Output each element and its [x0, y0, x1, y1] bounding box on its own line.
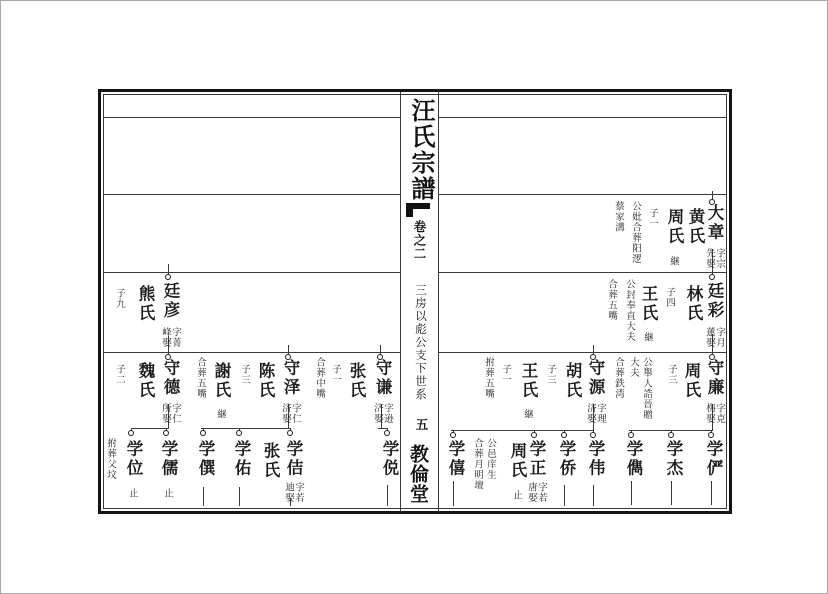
connector-line	[453, 481, 454, 506]
person-name: 学伟	[586, 440, 605, 478]
connector-line	[387, 485, 388, 506]
person-name: 学位	[124, 440, 143, 478]
node-circle	[128, 430, 134, 436]
person-name: 黄氏	[686, 208, 705, 246]
person-name: 魏氏	[136, 362, 155, 400]
connector-line	[131, 428, 169, 429]
person-name: 学侻	[380, 440, 399, 478]
node-circle	[163, 430, 169, 436]
annotation-text: 継	[642, 332, 652, 343]
node-circle	[165, 274, 171, 280]
annotation-text: 拊葬父坟	[105, 438, 115, 480]
annotation-text: 蔡家溝	[613, 201, 623, 233]
connector-line	[438, 117, 727, 118]
annotation-text: 子一	[330, 364, 340, 385]
person-name: 学侨	[557, 440, 576, 478]
person-name: 学僖	[446, 440, 465, 478]
annotation-text: 济娶	[280, 403, 290, 424]
annotation-text: 蓮娶	[704, 327, 714, 348]
person-name: 守德	[161, 359, 180, 397]
section-title: 三房以彪公支下世系	[414, 284, 426, 401]
annotation-text: 継	[522, 409, 532, 420]
person-name: 林氏	[684, 285, 703, 323]
connector-line	[671, 481, 672, 505]
person-name: 王氏	[639, 285, 658, 323]
node-circle	[709, 274, 715, 280]
annotation-text: 字理	[595, 403, 605, 424]
node-circle	[628, 432, 634, 438]
annotation-text: 子四	[664, 287, 674, 308]
annotation-text: 字菁	[170, 327, 180, 348]
connector-line	[203, 487, 204, 506]
person-name: 学佑	[232, 440, 251, 478]
annotation-text: 止	[127, 488, 137, 499]
annotation-text: 字仁	[290, 403, 300, 424]
person-name: 廷彩	[705, 282, 724, 320]
annotation-text: 栴娶	[704, 403, 714, 424]
annotation-text: 合葬月明壇	[472, 438, 482, 491]
person-name: 守谦	[373, 359, 392, 397]
person-name: 陈氏	[256, 362, 275, 400]
annotation-text: 合葬鉄湾	[613, 357, 623, 399]
annotation-text: 字宗	[714, 248, 724, 269]
person-name: 学正	[527, 440, 546, 478]
node-circle	[200, 430, 206, 436]
connector-line	[631, 481, 632, 505]
person-name: 学佶	[284, 440, 303, 478]
person-name: 学儁	[624, 440, 643, 478]
annotation-text: 継	[668, 256, 678, 267]
annotation-text: 止	[162, 488, 172, 499]
connector-line	[438, 194, 727, 195]
person-name: 学僎	[196, 440, 215, 478]
person-name: 熊氏	[136, 285, 155, 323]
annotation-text: 大夫	[628, 357, 638, 378]
connector-line	[711, 481, 712, 505]
connector-line	[593, 485, 594, 506]
connector-line	[239, 487, 240, 506]
connector-line	[564, 485, 565, 506]
person-name: 学儒	[159, 440, 178, 478]
connector-line	[201, 428, 291, 429]
annotation-text: 公舉人誥晉贈	[641, 357, 651, 420]
annotation-text: 济娶	[372, 403, 382, 424]
annotation-text: 子三	[239, 364, 249, 385]
annotation-text: 子九	[114, 288, 124, 309]
annotation-text: 峰娶	[160, 327, 170, 348]
node-circle	[708, 432, 714, 438]
person-name: 大章	[705, 204, 724, 242]
annotation-text: 字克	[714, 403, 724, 424]
annotation-text: 字逊	[382, 403, 392, 424]
person-name: 周氏	[665, 208, 684, 246]
annotation-text: 拊葬五嘴	[483, 357, 493, 399]
annotation-text: 字若	[293, 482, 303, 503]
person-name: 謝氏	[212, 362, 231, 400]
annotation-text: 子二	[114, 364, 124, 385]
connector-line	[103, 117, 400, 118]
annotation-text: 合葬五嘴	[195, 357, 205, 399]
annotation-text: 公妣合葬阳逻	[630, 201, 640, 264]
node-circle	[450, 432, 456, 438]
annotation-text: 子一	[647, 208, 657, 229]
page-number: 五	[414, 418, 428, 431]
node-circle	[287, 430, 293, 436]
annotation-text: 子三	[666, 364, 676, 385]
person-name: 周氏	[508, 442, 527, 480]
person-name: 守泽	[281, 359, 300, 397]
person-name: 廷彦	[161, 282, 180, 320]
annotation-text: 所娶	[160, 403, 170, 424]
book-title: 汪氏宗譜	[407, 98, 436, 202]
hall-name: 教倫堂	[407, 444, 428, 504]
person-name: 周氏	[682, 362, 701, 400]
node-circle	[236, 430, 242, 436]
volume-corner-mark-icon	[406, 203, 430, 217]
annotation-text: 唐娶	[526, 482, 536, 503]
connector-line	[103, 194, 400, 195]
person-name: 学俨	[704, 440, 723, 478]
annotation-text: 子一	[500, 364, 510, 385]
annotation-text: 字月	[714, 327, 724, 348]
person-name: 学杰	[664, 440, 683, 478]
person-name: 王氏	[519, 362, 538, 400]
volume-label: 卷之二	[412, 220, 426, 261]
connector-line	[451, 430, 594, 431]
annotation-text: 合葬中嘴	[314, 357, 324, 399]
annotation-text: 合葬五嘴	[606, 279, 616, 321]
annotation-text: 字若	[536, 482, 546, 503]
connector-line	[438, 352, 727, 353]
node-circle	[590, 432, 596, 438]
person-name: 张氏	[347, 362, 366, 400]
person-name: 胡氏	[563, 362, 582, 400]
annotation-text: 継	[215, 409, 225, 420]
connector-line	[103, 272, 400, 273]
annotation-text: 先娶	[704, 248, 714, 269]
node-circle	[561, 432, 567, 438]
person-name: 张氏	[261, 442, 280, 480]
annotation-text: 子三	[545, 364, 555, 385]
annotation-text: 字仁	[170, 403, 180, 424]
connector-line	[103, 352, 400, 353]
annotation-text: 迪娶	[283, 482, 293, 503]
annotation-text: 止	[511, 490, 521, 501]
person-name: 守源	[586, 359, 605, 397]
node-circle	[531, 432, 537, 438]
annotation-text: 济娶	[585, 403, 595, 424]
node-circle	[668, 432, 674, 438]
node-circle	[384, 430, 390, 436]
person-name: 守廉	[705, 359, 724, 397]
annotation-text: 公邑庠生	[485, 438, 495, 480]
connector-line	[438, 272, 727, 273]
annotation-text: 公封奉直大夫	[624, 279, 634, 342]
